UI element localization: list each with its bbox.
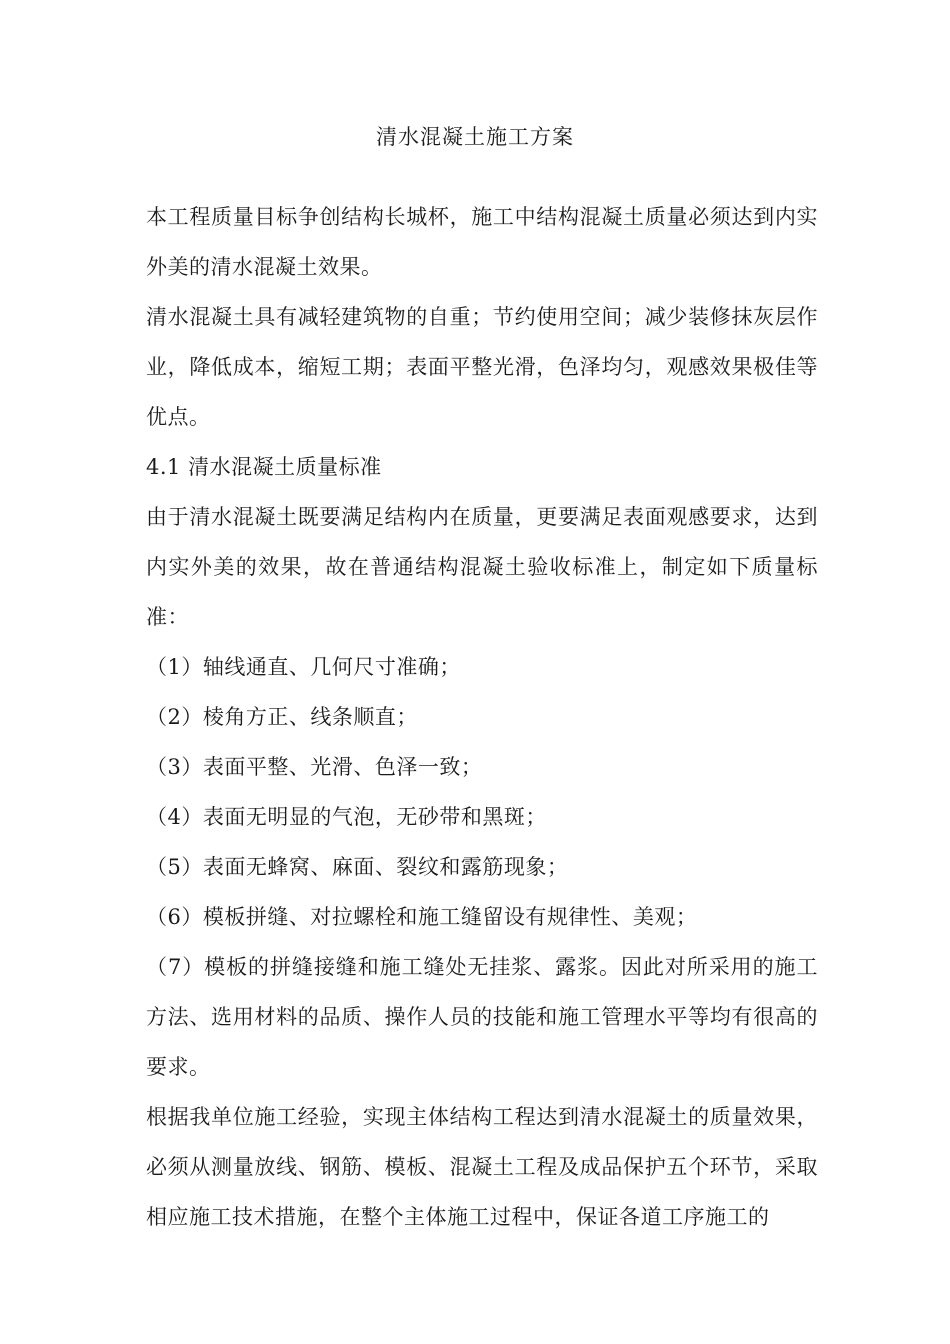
paragraph-construction-experience: 根据我单位施工经验，实现主体结构工程达到清水混凝土的质量效果，必须从测量放线、钢筋、模板、混凝土工程及成品保护五个环节，采取相应施工技术措施，在整个主体施工过程中，保证各道工序施工的 — [146, 1105, 818, 1229]
document-body — [146, 192, 818, 1242]
standard-item-3: （3）表面平整、光滑、色泽一致； — [146, 755, 483, 779]
paragraph-advantages: 清水混凝土具有减轻建筑物的自重；节约使用空间；减少装修抹灰层作业，降低成本，缩短工期；表面平整光滑，色泽均匀，观感效果极佳等优点。 — [146, 305, 818, 429]
paragraph-quality-goal: 本工程质量目标争创结构长城杯，施工中结构混凝土质量必须达到内实外美的清水混凝土效果。 — [146, 205, 818, 279]
paragraph-standards-intro: 由于清水混凝土既要满足结构内在质量，更要满足表面观感要求，达到内实外美的效果，故在普通结构混凝土验收标准上，制定如下质量标准： — [146, 505, 818, 629]
standard-item-4: （4）表面无明显的气泡，无砂带和黑斑； — [146, 805, 547, 829]
document-title: 清水混凝土施工方案 — [376, 125, 574, 149]
standard-item-7: （7）模板的拼缝接缝和施工缝处无挂浆、露浆。因此对所采用的施工方法、选用材料的品质、操作人员的技能和施工管理水平等均有很高的要求。 — [146, 955, 818, 1079]
standard-item-6: （6）模板拼缝、对拉螺栓和施工缝留设有规律性、美观； — [146, 905, 698, 929]
standard-item-5: （5）表面无蜂窝、麻面、裂纹和露筋现象； — [146, 855, 569, 879]
standard-item-1: （1）轴线通直、几何尺寸准确； — [146, 655, 461, 679]
standard-item-2: （2）棱角方正、线条顺直； — [146, 705, 418, 729]
section-heading-4-1: 4.1 清水混凝土质量标准 — [146, 455, 382, 479]
